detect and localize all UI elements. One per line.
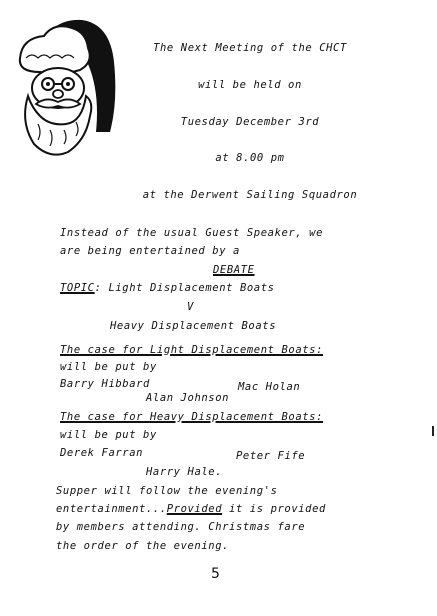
debate-heading: DEBATE [213, 264, 255, 276]
topic-light: : Light Displacement Boats [94, 282, 275, 294]
topic-line [60, 282, 275, 294]
supper-line-2 [56, 503, 326, 515]
meeting-time: at 8.00 pm [215, 152, 285, 164]
light-speaker-2: Mac Holan [238, 381, 301, 393]
topic-label: TOPIC [60, 282, 95, 294]
meeting-venue: at the Derwent Sailing Squadron [142, 189, 358, 201]
heavy-put-by: will be put by [60, 429, 157, 441]
light-speaker-1: Barry Hibbard [60, 378, 150, 390]
supper-line-1: Supper will follow the evening's [56, 485, 278, 497]
intro-line-1: Instead of the usual Guest Speaker, we [60, 227, 324, 239]
supper-line-2a: entertainment... [56, 503, 167, 515]
intro-line-2: are being entertained by a [60, 245, 240, 257]
supper-provided: Provided [166, 503, 223, 515]
heavy-speaker-2: Peter Fife [236, 450, 306, 462]
page-number: 5 [211, 566, 220, 582]
santa-claus-icon [10, 12, 122, 162]
topic-heavy: Heavy Displacement Boats [110, 320, 277, 332]
held-on-line: will be held on [198, 79, 302, 91]
heavy-case-heading: The case for Heavy Displacement Boats: [60, 411, 324, 423]
light-speaker-3: Alan Johnson [146, 392, 230, 404]
light-put-by: will be put by [60, 361, 157, 373]
heavy-speaker-1: Derek Farran [60, 447, 144, 459]
meeting-date: Tuesday December 3rd [180, 116, 320, 128]
scan-mark [432, 426, 434, 436]
meeting-heading: The Next Meeting of the CHCT [153, 42, 347, 54]
supper-line-3: by members attending. Christmas fare [56, 521, 306, 533]
heavy-speaker-3: Harry Hale. [146, 466, 223, 478]
supper-line-2c: it is provided [222, 503, 326, 515]
supper-line-4: the order of the evening. [56, 540, 230, 552]
light-case-heading: The case for Light Displacement Boats: [60, 344, 324, 356]
topic-versus: V [187, 301, 194, 313]
